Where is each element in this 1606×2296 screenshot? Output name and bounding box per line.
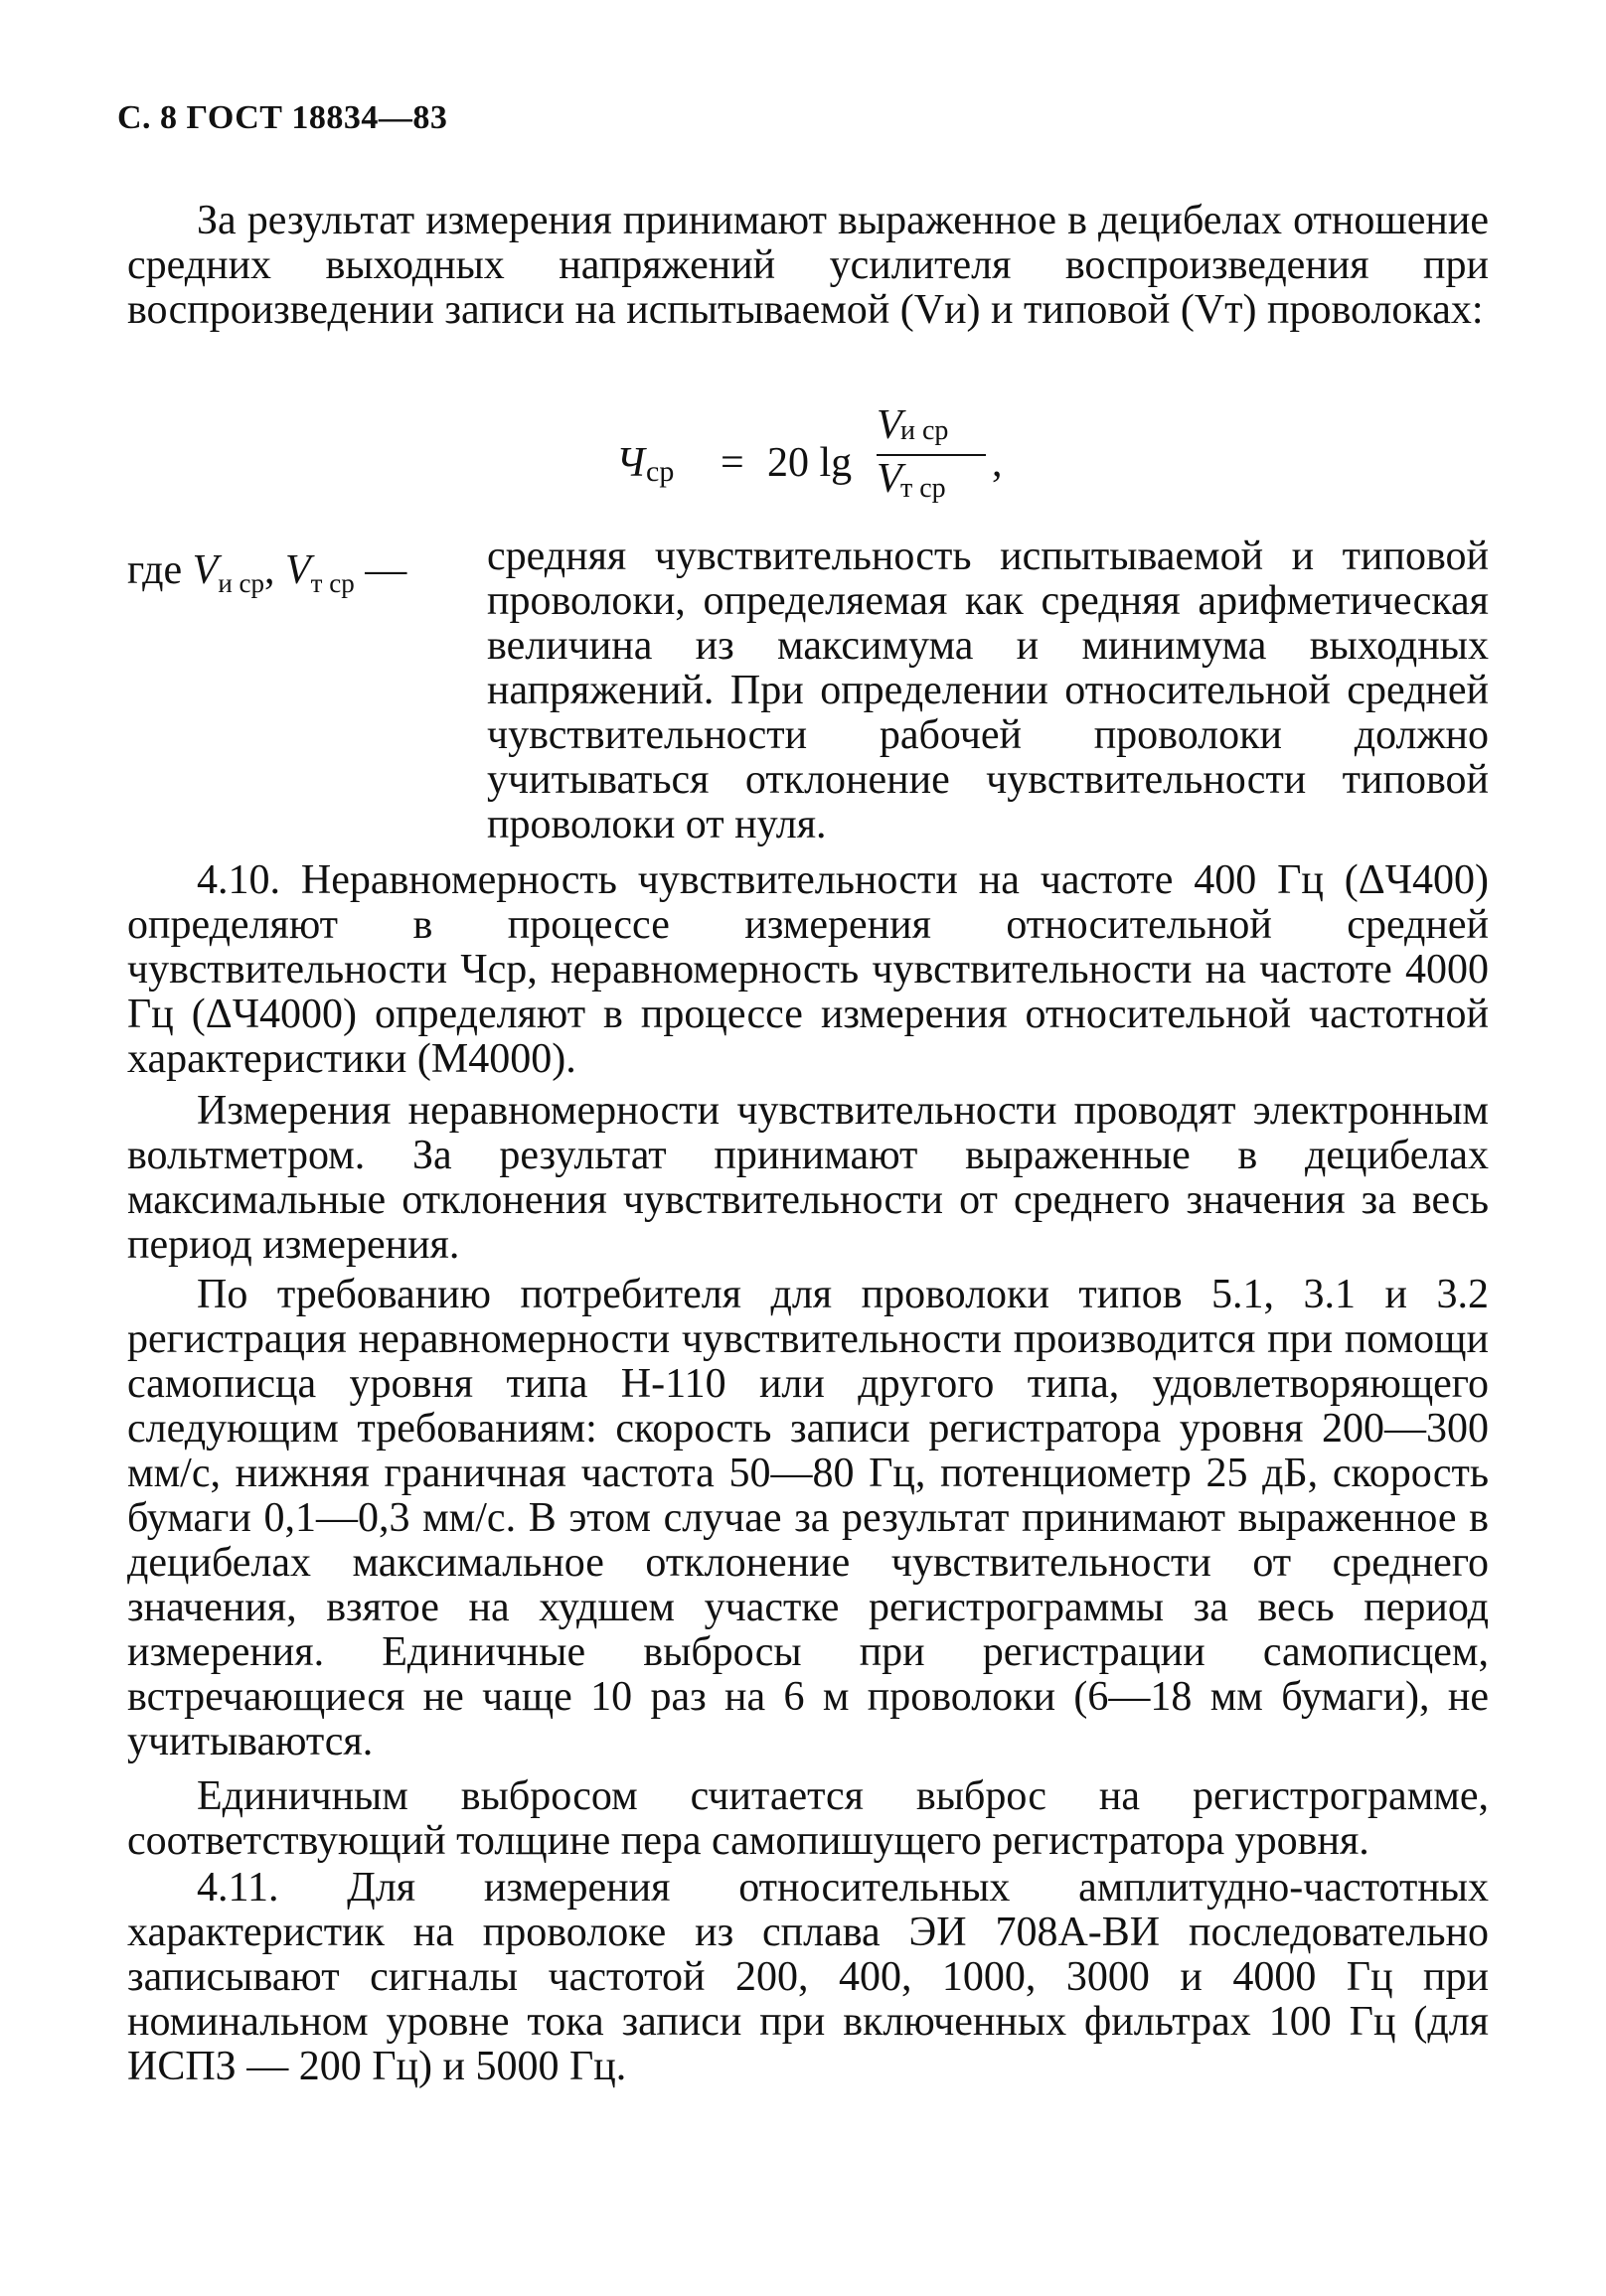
- page-header: С. 8 ГОСТ 18834—83: [117, 99, 448, 136]
- formula-denominator-sub: т ср: [900, 473, 946, 504]
- intro-paragraph: За результат измерения принимают выраженное в децибелах отношение средних выходных напряжений усилителя воспроизведения при воспроизведении записи на испытываемой (Vи) и типовой (Vт) проволоках:: [127, 198, 1489, 333]
- formula-coef: 20 lg: [767, 440, 853, 486]
- formula-lhs: Ч: [616, 440, 645, 486]
- where-symbol-1: V: [192, 547, 219, 593]
- where-symbol-2-sub: т ср: [310, 568, 355, 598]
- formula-denominator-symbol: V: [877, 456, 902, 502]
- where-symbol-1-sub: и ср: [218, 568, 264, 598]
- formula-lhs-sub: ср: [646, 455, 675, 488]
- where-symbols: [127, 547, 485, 598]
- formula-equals: =: [721, 440, 744, 486]
- paragraph-4-11: 4.11. Для измерения относительных амплитудно-частотных характеристик на проволоке из сплава ЭИ 708А-ВИ последовательно записывают сигналы частотой 200, 400, 1000, 3000 и 4000 Гц при номинальном уровне тока записи при включенных фильтрах 100 Гц (для ИСПЗ — 200 Гц) и 5000 Гц.: [127, 1865, 1489, 2089]
- where-symbol-2: V: [285, 547, 311, 593]
- paragraph-measurement: Измерения неравномерности чувствительности проводят электронным вольтметром. За результат принимают выраженные в децибелах максимальные отклонения чувствительности от среднего значения за весь период измерения.: [127, 1088, 1489, 1268]
- where-dash: —: [365, 547, 407, 593]
- sensitivity-formula: [616, 401, 1034, 511]
- paragraph-single-outlier: Единичным выбросом считается выброс на регистрограмме, соответствующий толщине пера самопишущего регистратора уровня.: [127, 1773, 1489, 1864]
- formula-tail: ,: [992, 440, 1003, 486]
- where-separator: ,: [264, 547, 275, 593]
- where-definition: средняя чувствительность испытываемой и типовой проволоки, определяемая как средняя арифметическая величина из максимума и минимума выходных напряжений. При определении относительной средней чувствительности рабочей проволоки должно учитываться отклонение чувствительности типовой проволоки от нуля.: [487, 534, 1489, 847]
- paragraph-consumer-requirement: По требованию потребителя для проволоки типов 5.1, 3.1 и 3.2 регистрация неравномерности чувствительности производится при помощи самописца уровня типа Н-110 или другого типа, удовлетворяющего следующим требованиям: скорость записи регистратора уровня 200—300 мм/с, нижняя граничная частота 50—80 Гц, потенциометр 25 дБ, скорость бумаги 0,1—0,3 мм/с. В этом случае за результат принимают выраженное в децибелах максимальное отклонение чувствительности от среднего значения, взятое на худшем участке регистрограммы за весь период измерения. Единичные выбросы при регистрации самописцем, встречающиеся не чаще 10 раз на 6 м проволоки (6—18 мм бумаги), не учитываются.: [127, 1272, 1489, 1764]
- formula-numerator-sub: и ср: [900, 415, 949, 446]
- where-prefix: где: [127, 547, 183, 593]
- formula-numerator-symbol: V: [877, 402, 902, 448]
- paragraph-4-10: 4.10. Неравномерность чувствительности на частоте 400 Гц (ΔЧ400) определяют в процессе измерения относительной средней чувствительности Чср, неравномерность чувствительности на частоте 4000 Гц (ΔЧ4000) определяют в процессе измерения относительной частотной характеристики (M4000).: [127, 857, 1489, 1082]
